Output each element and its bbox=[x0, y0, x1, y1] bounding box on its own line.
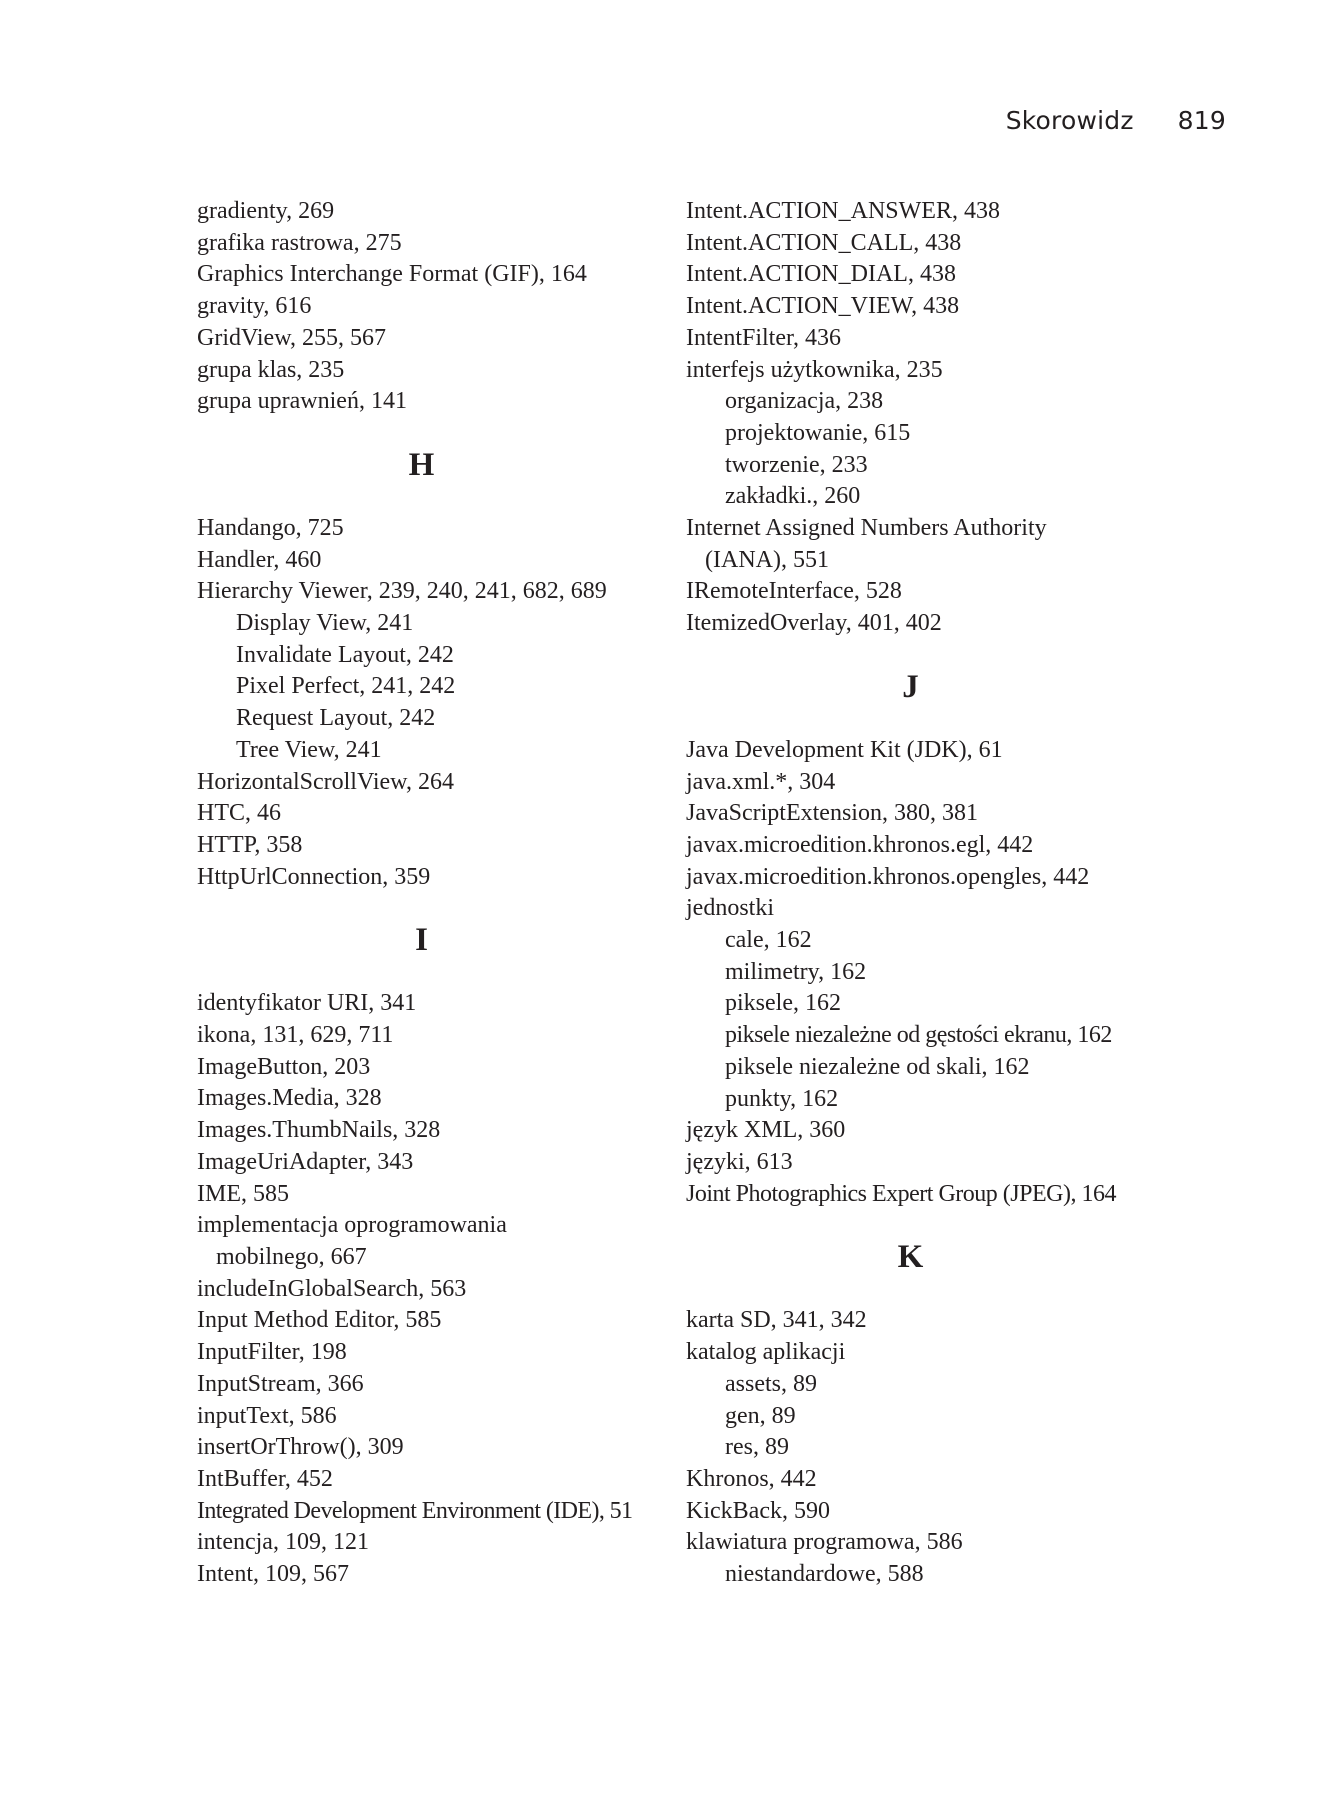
index-entry-continuation: mobilnego, 667 bbox=[216, 1243, 367, 1270]
index-entry: implementacja oprogramowania bbox=[197, 1212, 507, 1239]
index-subentry: piksele, 162 bbox=[725, 990, 841, 1017]
index-entry: InputStream, 366 bbox=[197, 1370, 364, 1397]
index-subentry: piksele niezależne od gęstości ekranu, 162 bbox=[725, 1022, 1112, 1049]
index-subentry: zakładki., 260 bbox=[725, 483, 861, 510]
index-entry: java.xml.*, 304 bbox=[686, 768, 836, 795]
index-subentry: Invalidate Layout, 242 bbox=[236, 641, 454, 668]
index-entry: Joint Photographics Expert Group (JPEG), 164 bbox=[686, 1180, 1116, 1207]
running-title: Skorowidz bbox=[1005, 106, 1134, 135]
index-entry: Graphics Interchange Format (GIF), 164 bbox=[197, 261, 587, 288]
index-entry: KickBack, 590 bbox=[686, 1497, 830, 1524]
index-entry: IRemoteInterface, 528 bbox=[686, 578, 902, 605]
index-entry: GridView, 255, 567 bbox=[197, 324, 386, 351]
index-subentry: Pixel Perfect, 241, 242 bbox=[236, 673, 456, 700]
index-entry-continuation: (IANA), 551 bbox=[705, 546, 829, 573]
index-entry: identyfikator URI, 341 bbox=[197, 990, 417, 1017]
index-entry: Handango, 725 bbox=[197, 514, 344, 541]
index-entry: IME, 585 bbox=[197, 1180, 289, 1207]
index-entry: Java Development Kit (JDK), 61 bbox=[686, 736, 1003, 763]
index-subentry: tworzenie, 233 bbox=[725, 451, 868, 478]
index-subentry: gen, 89 bbox=[725, 1402, 796, 1429]
index-entry: ImageButton, 203 bbox=[197, 1053, 371, 1080]
index-entry: Integrated Development Environment (IDE), 51 bbox=[197, 1497, 633, 1524]
index-entry: includeInGlobalSearch, 563 bbox=[197, 1275, 467, 1302]
index-entry: ikona, 131, 629, 711 bbox=[197, 1022, 394, 1049]
index-entry: gravity, 616 bbox=[197, 293, 312, 320]
index-subentry: piksele niezależne od skali, 162 bbox=[725, 1053, 1030, 1080]
index-entry: jednostki bbox=[686, 895, 774, 922]
index-column-left bbox=[197, 196, 697, 1591]
index-entry: IntentFilter, 436 bbox=[686, 324, 842, 351]
index-subentry: Tree View, 241 bbox=[236, 736, 382, 763]
index-entry: Handler, 460 bbox=[197, 546, 322, 573]
index-entry: ImageUriAdapter, 343 bbox=[197, 1148, 414, 1175]
index-entry: HttpUrlConnection, 359 bbox=[197, 863, 431, 890]
section-letter-k: K bbox=[897, 1239, 924, 1276]
index-entry: Intent.ACTION_VIEW, 438 bbox=[686, 293, 960, 320]
index-subentry: assets, 89 bbox=[725, 1370, 817, 1397]
index-entry: javax.microedition.khronos.egl, 442 bbox=[686, 831, 1034, 858]
index-entry: InputFilter, 198 bbox=[197, 1339, 347, 1366]
index-entry: HorizontalScrollView, 264 bbox=[197, 768, 454, 795]
index-entry: grupa klas, 235 bbox=[197, 356, 345, 383]
index-subentry: res, 89 bbox=[725, 1434, 789, 1461]
index-entry: intencja, 109, 121 bbox=[197, 1529, 369, 1556]
index-entry: Intent.ACTION_ANSWER, 438 bbox=[686, 198, 1000, 224]
index-entry: języki, 613 bbox=[686, 1148, 793, 1175]
index-entry: insertOrThrow(), 309 bbox=[197, 1434, 404, 1461]
index-entry: Internet Assigned Numbers Authority bbox=[686, 515, 1047, 542]
index-subentry: Display View, 241 bbox=[236, 610, 414, 637]
index-entry: grupa uprawnień, 141 bbox=[197, 388, 407, 415]
index-entry: Intent.ACTION_DIAL, 438 bbox=[686, 261, 956, 288]
section-letter-j: J bbox=[902, 668, 919, 705]
index-subentry: niestandardowe, 588 bbox=[725, 1561, 924, 1588]
index-entry: Intent, 109, 567 bbox=[197, 1561, 349, 1588]
index-entry: Input Method Editor, 585 bbox=[197, 1307, 442, 1334]
index-subentry: milimetry, 162 bbox=[725, 958, 867, 985]
index-subentry: cale, 162 bbox=[725, 927, 812, 954]
index-entry: katalog aplikacji bbox=[686, 1339, 846, 1366]
index-entry: grafika rastrowa, 275 bbox=[197, 229, 402, 256]
index-subentry: organizacja, 238 bbox=[725, 388, 884, 415]
index-entry: IntBuffer, 452 bbox=[197, 1465, 333, 1492]
page-number: 819 bbox=[1177, 106, 1226, 135]
index-subentry: projektowanie, 615 bbox=[725, 419, 911, 446]
section-letter-i: I bbox=[415, 922, 428, 959]
index-entry: Intent.ACTION_CALL, 438 bbox=[686, 229, 962, 256]
index-entry: JavaScriptExtension, 380, 381 bbox=[686, 800, 978, 827]
index-entry: HTC, 46 bbox=[197, 800, 281, 827]
index-entry: karta SD, 341, 342 bbox=[686, 1307, 867, 1334]
index-entry: gradienty, 269 bbox=[197, 198, 335, 224]
index-entry: HTTP, 358 bbox=[197, 831, 303, 858]
index-entry: Images.Media, 328 bbox=[197, 1085, 382, 1112]
page-header bbox=[1006, 106, 1226, 135]
index-column-right bbox=[686, 196, 1186, 1591]
index-entry: javax.microedition.khronos.opengles, 442 bbox=[686, 863, 1090, 890]
index-entry: język XML, 360 bbox=[686, 1117, 846, 1144]
index-entry: interfejs użytkownika, 235 bbox=[686, 356, 943, 383]
index-entry: Hierarchy Viewer, 239, 240, 241, 682, 689 bbox=[197, 578, 607, 605]
index-entry: inputText, 586 bbox=[197, 1402, 337, 1429]
index-subentry: Request Layout, 242 bbox=[236, 705, 436, 732]
index-entry: Khronos, 442 bbox=[686, 1465, 817, 1492]
index-entry: Images.ThumbNails, 328 bbox=[197, 1117, 441, 1144]
index-subentry: punkty, 162 bbox=[725, 1085, 839, 1112]
section-letter-h: H bbox=[408, 446, 435, 483]
index-entry: ItemizedOverlay, 401, 402 bbox=[686, 610, 942, 637]
index-entry: klawiatura programowa, 586 bbox=[686, 1529, 963, 1556]
